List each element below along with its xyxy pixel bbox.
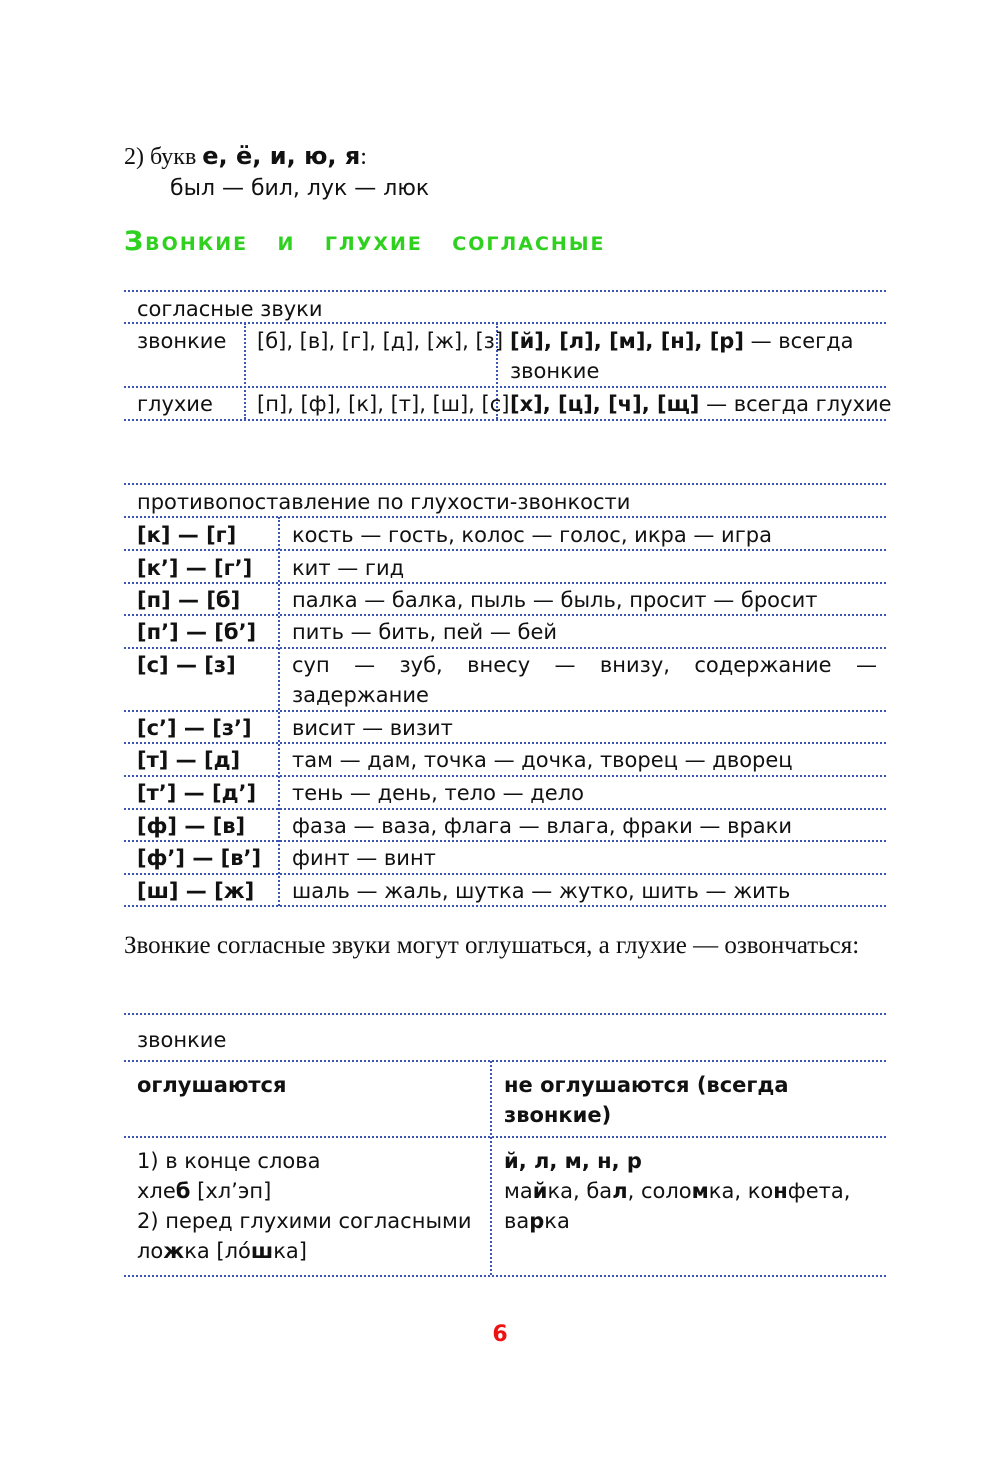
voiced-unpaired: [й], [л], [м], [н], [р] — всегда звонкие [510,329,854,383]
intro-line-1: 2) букв е, ё, и, ю, я: [124,142,367,170]
sonorant-letters: й, л, м, н, р [504,1149,642,1173]
page-number: 6 [492,1322,508,1347]
consonants-table [124,290,892,422]
pair-label: [ф] — [в] [137,814,246,838]
section-title: Звонкие и глухие согласные [124,226,606,257]
pair-label: [к] — [г] [137,523,237,547]
pair-examples: кость — гость, колос — голос, икра — игра [292,523,772,547]
pair-examples: фаза — ваза, флага — влага, фраки — враки [292,814,793,838]
voiced-table [124,1013,886,1279]
pair-examples: шаль — жаль, шутка — жутко, шить — жить [292,879,791,903]
sonorant-examples: майка, бал, соломка, конфета, варка [504,1179,851,1233]
pair-label: [ш] — [ж] [137,879,255,903]
table-header: звонкие [137,1028,227,1052]
pair-label: [с] — [з] [137,653,236,677]
pair-examples: финт — винт [292,846,436,870]
pair-examples: пить — бить, пей — бей [292,620,558,644]
pair-examples: кит — гид [292,556,405,580]
intro-block [124,141,429,204]
table-header: противопоставление по глухости-звонкости [137,490,631,514]
pair-examples: висит — визит [292,716,453,740]
pair-label: [ф’] — [в’] [137,846,262,870]
pair-examples: тень — день, тело — дело [292,781,584,805]
pair-examples: палка — балка, пыль — быль, просит — бросит [292,588,818,612]
pair-label: [п] — [б] [137,588,241,612]
example-lozhka: ложка [ло́шка] [137,1239,307,1263]
voiceless-unpaired: [х], [ц], [ч], [щ] — всегда глухие [510,392,892,416]
pair-label: [п’] — [б’] [137,620,257,644]
pair-examples: суп — зуб, внесу — внизу, содержание — задержание [292,653,877,707]
pair-label: [к’] — [г’] [137,556,253,580]
intro-examples: был — бил, лук — люк [170,176,430,201]
pair-examples: там — дам, точка — дочка, творец — дворец [292,748,793,772]
body-paragraph: Звонкие согласные звуки могут оглушаться, а глухие — озвончаться: [124,932,860,959]
row-label-voiceless: глухие [137,392,213,416]
voiceless-paired: [п], [ф], [к], [т], [ш], [с] [257,392,510,416]
col-header-devoiced: оглушаются [137,1073,287,1097]
row-label-voiced: звонкие [137,329,227,353]
rule-before-voiceless: 2) перед глухими согласными [137,1209,472,1233]
voiced-paired: [б], [в], [г], [д], [ж], [з] [257,329,504,353]
pair-label: [т] — [д] [137,748,241,772]
example-hleb: хлеб [хл’эп] [137,1179,272,1203]
pair-label: [с’] — [з’] [137,716,252,740]
col-header-always-voiced: не оглушаются (всегда звонкие) [504,1073,789,1127]
rule-end-of-word: 1) в конце слова [137,1149,321,1173]
opposition-table [124,483,886,909]
table-header: согласные звуки [137,297,323,321]
pair-label: [т’] — [д’] [137,781,257,805]
